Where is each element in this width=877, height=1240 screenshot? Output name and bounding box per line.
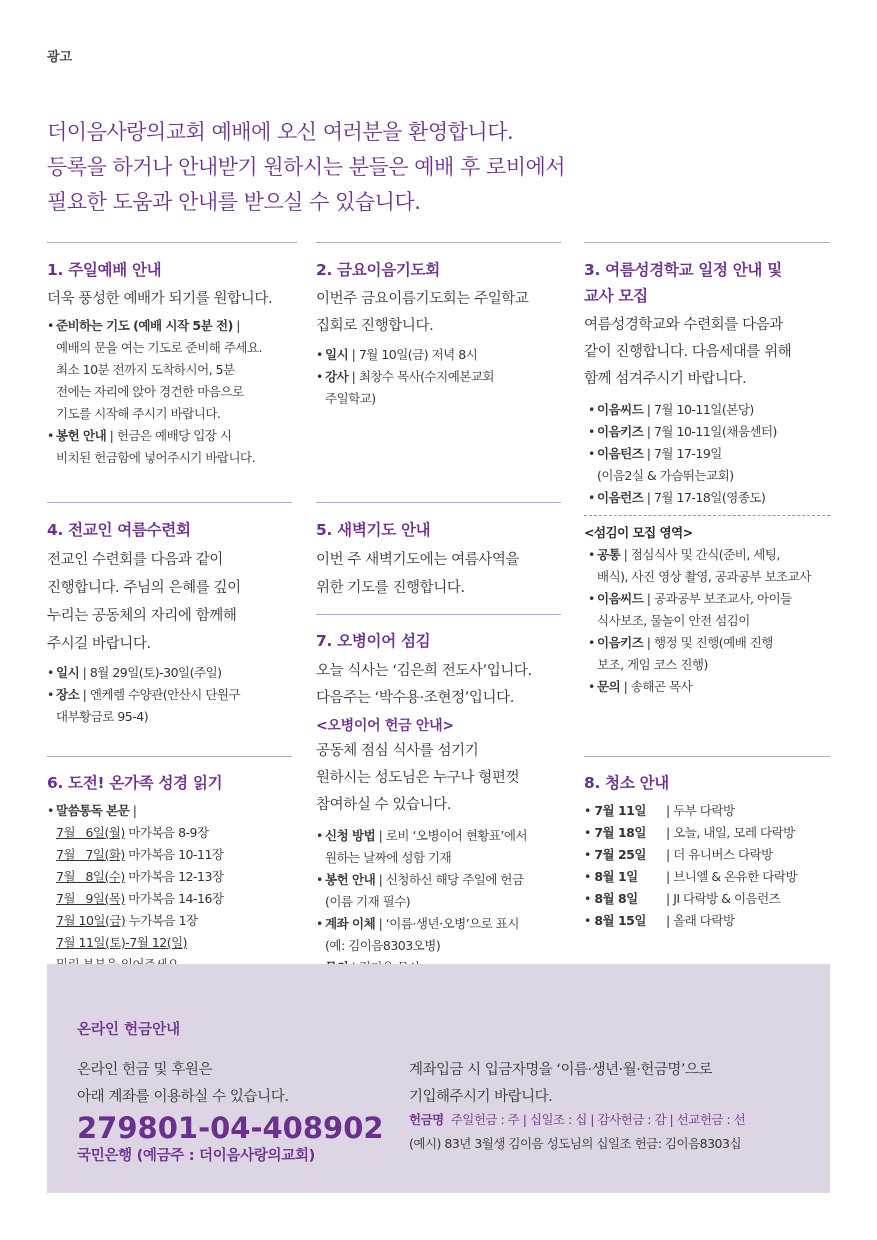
online-offering-title: 온라인 헌금안내 (77, 1022, 181, 1038)
list-item: • 이음씨드 | 공과공부 보조교사, 아이들 식사보조, 물놀이 안전 섬김이 (588, 588, 834, 632)
divider (47, 242, 297, 243)
divider (316, 614, 561, 615)
section-cleaning (584, 770, 834, 932)
section-title: 5. 새벽기도 안내 (316, 521, 431, 539)
online-offering-box (47, 964, 830, 1193)
online-offering-info: 온라인 헌금 및 후원은 아래 계좌를 이용하실 수 있습니다. (77, 1062, 289, 1105)
list-item: • 봉헌 안내 | 신청하신 해당 주일에 헌금 (이름 기재 필수) (316, 869, 571, 913)
list-item: • 말씀통독 본문 | (47, 800, 302, 822)
divider (316, 502, 561, 503)
section-title: 6. 도전! 온가족 성경 읽기 (47, 774, 223, 792)
divider (316, 242, 561, 243)
section-summer-bible-school: 3. 여름성경학교 일정 안내 및 교사 모집 여름성경학교와 수련회를 다음과 같이 진행합니다. 다음세대를 위해 함께 섬겨주시기 바랍니다. • 이음씨드 | 7월 10-11일(본당) • 이음키즈 | 7월 10-11일(채움센터) • 이음틴즈 | 7월 17-19일 (이음2실 & 가슴뛰는교회) • 이음런즈 | 7월 17-18일(영종도) <섬김이 모집 영역> • 공통 | 점심식사 및 간식(준비, 세팅, 배식), 사진 영상 촬영, 공과공부 보조교사 • 이음씨드 | 공과공부 보조교사, 아이들 식사보조, 물놀이 안전 섬김이 • 이음키즈 | 행정 및 진행(예배 진행 보조, 게임 코스 진행) • 문의 | 송해곤 목사 (584, 257, 834, 698)
list-item: • 이음씨드 | 7월 10-11일(본당) (588, 399, 834, 421)
table-row: • 7월 25일 | 더 유니버스 다락방 (584, 847, 773, 862)
deposit-instructions: 계좌입금 시 입금자명을 ‘이름·생년·월·헌금명’으로 기입해주시기 바랍니다. (409, 1062, 713, 1105)
list-item: • 일시 | 7월 10일(금) 저녁 8시 (316, 344, 566, 366)
divider (584, 756, 830, 757)
list-item: • 강사 | 최창수 목사(수지예본교회 주일학교) (316, 366, 566, 410)
list-item: • 장소 | 엔케렘 수양관(안산시 단원구 대부황금로 95-4) (47, 684, 302, 728)
list-item: • 이음키즈 | 7월 10-11일(채움센터) (588, 421, 834, 443)
list-item: • 준비하는 기도 (예배 시작 5분 전) | 예배의 문을 여는 기도로 준비해 주세요. 최소 10분 전까지 도착하시어, 5분 전에는 자리에 앉아 경건한 마음으로 기도를 시작해 주시기 바랍니다. (47, 315, 302, 425)
reading-row: 7월 10일(금) 누가복음 1장 (56, 913, 198, 928)
section-title: 8. 청소 안내 (584, 774, 669, 792)
list-item: • 일시 | 8월 29일(토)-30일(주일) (47, 662, 302, 684)
section-title: 1. 주일예배 안내 (47, 261, 162, 279)
bank-name: 국민은행 (예금주 : 더이음사랑의교회) (77, 1148, 316, 1164)
recruit-title: <섬김이 모집 영역> (584, 525, 693, 540)
list-item: • 계좌 이체 | ‘이름·생년·오병’으로 표시 (예: 김이음8303오병) (316, 913, 571, 957)
section-title: 4. 전교인 여름수련회 (47, 521, 191, 539)
section-summer-retreat: 4. 전교인 여름수련회 전교인 수련회를 다음과 같이 진행합니다. 주님의 은혜를 깊이 누리는 공동체의 자리에 함께해 주시길 바랍니다. • 일시 | 8월 29일(토)-30일(주일) • 장소 | 엔케렘 수양관(안산시 단원구 대부황금로 95-4) (47, 517, 302, 728)
account-number: 279801-04-408902 (77, 1111, 384, 1145)
list-item: • 이음키즈 | 행정 및 진행(예배 진행 보조, 게임 코스 진행) (588, 632, 834, 676)
table-row: • 7월 18일 | 오늘, 내일, 모레 다락방 (584, 825, 795, 840)
divider (584, 242, 830, 243)
table-row: • 8월 15일 | 올래 다락방 (584, 913, 735, 928)
table-row: • 8월 1일 | 브니엘 & 온유한 다락방 (584, 869, 798, 884)
reading-row: 7월 6일(월) 마가복음 8-9장 (56, 825, 209, 840)
reading-row: 7월 11일(토)-7월 12(일) (56, 935, 188, 950)
subsection-title: <오병이어 헌금 안내> (316, 718, 454, 734)
divider (47, 502, 292, 503)
section-bible-reading (47, 770, 302, 976)
offering-example: (예시) 83년 3월생 김이음 성도님의 십일조 헌금: 김이음8303십 (409, 1136, 742, 1151)
list-item: • 문의 | 송해곤 목사 (588, 676, 834, 698)
section-sunday-worship: 1. 주일예배 안내 더욱 풍성한 예배가 되기를 원합니다. • 준비하는 기도 (예배 시작 5분 전) | 예배의 문을 여는 기도로 준비해 주세요. 최소 10분 전까지 도착하시어, 5분 전에는 자리에 앉아 경건한 마음으로 기도를 시작해 주시기 바랍니다. • 봉헌 안내 | 헌금은 예배당 입장 시 비치된 헌금함에 넣어주시기 바랍니다. (47, 257, 302, 469)
dashed-divider (584, 515, 830, 516)
reading-row: 7월 9일(목) 마가복음 14-16장 (56, 891, 224, 906)
section-title: 7. 오병이어 섬김 (316, 632, 431, 650)
reading-row: 7월 7일(화) 마가복음 10-11장 (56, 847, 224, 862)
list-item: • 이음틴즈 | 7월 17-19일 (이음2실 & 가슴뛰는교회) (588, 443, 834, 487)
list-item: • 봉헌 안내 | 헌금은 예배당 입장 시 비치된 헌금함에 넣어주시기 바랍니다. (47, 425, 302, 469)
table-row: • 7월 11일 | 두부 다락방 (584, 803, 735, 818)
table-row: • 8월 8일 | JI 다락방 & 이음런즈 (584, 891, 781, 906)
cleaning-table (584, 800, 797, 932)
section-dawn-prayer: 5. 새벽기도 안내 이번 주 새벽기도에는 여름사역을 위한 기도를 진행합니다. (316, 517, 566, 602)
list-item: • 신청 방법 | 로비 ‘오병이어 현황표’에서 원하는 날짜에 성함 기재 (316, 825, 571, 869)
offering-codes: 헌금명 주일헌금 : 주 | 십일조 : 십 | 감사헌금 : 감 | 선교헌금 : 선 (409, 1112, 746, 1127)
list-item: • 이음런즈 | 7월 17-18일(영종도) (588, 487, 834, 509)
section-title: 3. 여름성경학교 일정 안내 및 교사 모집 (584, 261, 782, 305)
divider (47, 756, 292, 757)
section-friday-prayer: 2. 금요이음기도회 이번주 금요이름기도회는 주일학교 집회로 진행합니다. • 일시 | 7월 10일(금) 저녁 8시 • 강사 | 최창수 목사(수지예본교회 주일학교) (316, 257, 566, 410)
reading-row: 7월 8일(수) 마가복음 12-13장 (56, 869, 224, 884)
section-title: 2. 금요이음기도회 (316, 261, 440, 279)
ad-label: 광고 (47, 50, 73, 65)
welcome-message: 더이음사랑의교회 예배에 오신 여러분을 환영합니다. 등록을 하거나 안내받기 원하시는 분들은 예배 후 로비에서 필요한 도움과 안내를 받으실 수 있습니다. (47, 120, 566, 214)
section-five-loaves: 7. 오병이어 섬김 오늘 식사는 ‘김은희 전도사’입니다. 다음주는 ‘박수용·조현정’입니다. <오병이어 헌금 안내> 공동체 점심 식사를 섬기기 원하시는 성도님은 누구나 형편껏 참여하실 수 있습니다. • 신청 방법 | 로비 ‘오병이어 현황표’에서 원하는 날짜에 성함 기재 • 봉헌 안내 | 신청하신 해당 주일에 헌금 (이름 기재 필수) • 계좌 이체 | ‘이름·생년·오병’으로 표시 (예: 김이음8303오병) • (316, 628, 571, 979)
list-item: • 공통 | 점심식사 및 간식(준비, 세팅, 배식), 사진 영상 촬영, 공과공부 보조교사 (588, 544, 834, 588)
